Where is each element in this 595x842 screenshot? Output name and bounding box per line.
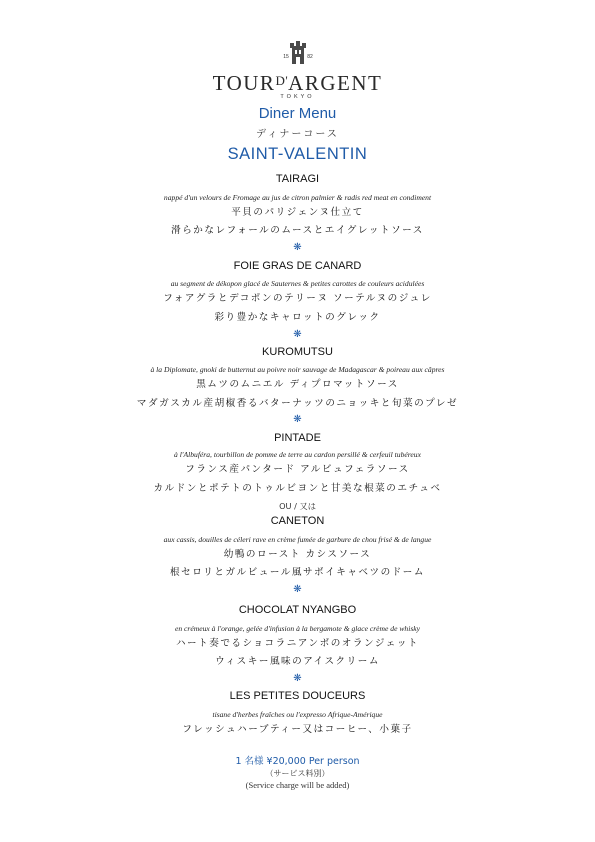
course-description-jp: フレッシュハーブティー又はコーヒー、小菓子 <box>182 724 413 735</box>
course-description-jp: ウィスキー風味のアイスクリーム <box>215 656 380 667</box>
course-description-jp: 根セロリとガルビュール風サボイキャベツのドーム <box>170 567 425 578</box>
alternative-label: OU / 又は <box>279 501 316 511</box>
service-note-en: (Service charge will be added) <box>245 780 350 790</box>
event-title: SAINT-VALENTIN <box>227 145 368 163</box>
course-description-fr: aux cassis, douilles de céleri rave en crème fumée de garbure de chou frisé & de langue <box>163 535 432 544</box>
separator-snowflake-icon: ❋ <box>293 414 302 425</box>
course-description-jp: ハート奏でるショコラニアンボのオランジェット <box>175 638 420 649</box>
course-description-jp: 黒ムツのムニエル ディプロマットソース <box>196 379 399 390</box>
service-note-jp: （サービス料別） <box>265 769 330 778</box>
course-name: PINTADE <box>274 432 321 444</box>
castle-crest-icon <box>273 38 323 68</box>
separator-snowflake-icon: ❋ <box>293 584 302 595</box>
menu-subtitle: ディナーコース <box>256 129 339 140</box>
course-name: CANETON <box>270 515 325 527</box>
course-description-jp: 幼鴨のロースト カシスソース <box>223 549 372 560</box>
course-description-jp: 平貝のパリジェンヌ仕立て <box>231 207 364 218</box>
course-name: LES PETITES DOUCEURS <box>229 690 366 702</box>
restaurant-logo <box>0 38 595 101</box>
brand-name <box>0 70 595 94</box>
course-description-jp: フランス産パンタード アルビュフェラソース <box>185 464 410 475</box>
course-name: TAIRAGI <box>275 173 320 185</box>
separator-snowflake-icon: ❋ <box>293 242 302 253</box>
course-description-jp: マダガスカル産胡椒香るバターナッツのニョッキと旬菜のプレゼ <box>136 398 459 409</box>
crest-year-right: 82 <box>306 54 313 60</box>
menu-title: Diner Menu <box>258 105 337 122</box>
price-label: 1 名様 ¥20,000 Per person <box>235 756 360 767</box>
brand-city: TOKYO <box>280 94 315 100</box>
course-description-jp: 彩り豊かなキャロットのグレック <box>214 312 381 323</box>
course-description-jp: 滑らかなレフォールのムースとエイグレットソース <box>171 225 424 236</box>
course-description-jp: カルドンとポテトのトゥルビヨンと甘美な根菜のエチュベ <box>153 483 442 494</box>
course-description-fr: à l'Albuféra, tourbillon de pomme de terre au cardon persillé & cerfeuil tubéreux <box>174 450 421 459</box>
crest-year-left: 15 <box>282 54 289 60</box>
brand-main: TOUR <box>212 71 276 95</box>
brand-rest: ARGENT <box>288 71 383 95</box>
course-name: CHOCOLAT NYANGBO <box>238 604 357 616</box>
course-description-fr: en crémeux à l'orange, gelée d'infusion à la bergamote & glace crème de whisky <box>174 624 421 633</box>
course-description-fr: nappé d'un velours de Fromage au jus de citron palmier & radis red meat en condiment <box>163 193 432 202</box>
course-description-fr: tisane d'herbes fraîches ou l'expresso Afrique-Amérique <box>212 710 383 719</box>
separator-snowflake-icon: ❋ <box>293 673 302 684</box>
course-description-fr: au segment de dékopon glacé de Sauternes & petites carottes de couleurs acidulées <box>170 279 425 288</box>
course-name: KUROMUTSU <box>262 346 333 358</box>
separator-snowflake-icon: ❋ <box>293 329 302 340</box>
course-description-fr: à la Diplomate, gnoki de butternut au poivre noir sauvage de Madagascar & poireau aux câpres <box>150 365 445 374</box>
brand-sup: D' <box>275 73 289 88</box>
course-description-jp: フォアグラとデコポンのテリーヌ ソーテルヌのジュレ <box>163 293 432 304</box>
course-name: FOIE GRAS DE CANARD <box>233 260 362 272</box>
